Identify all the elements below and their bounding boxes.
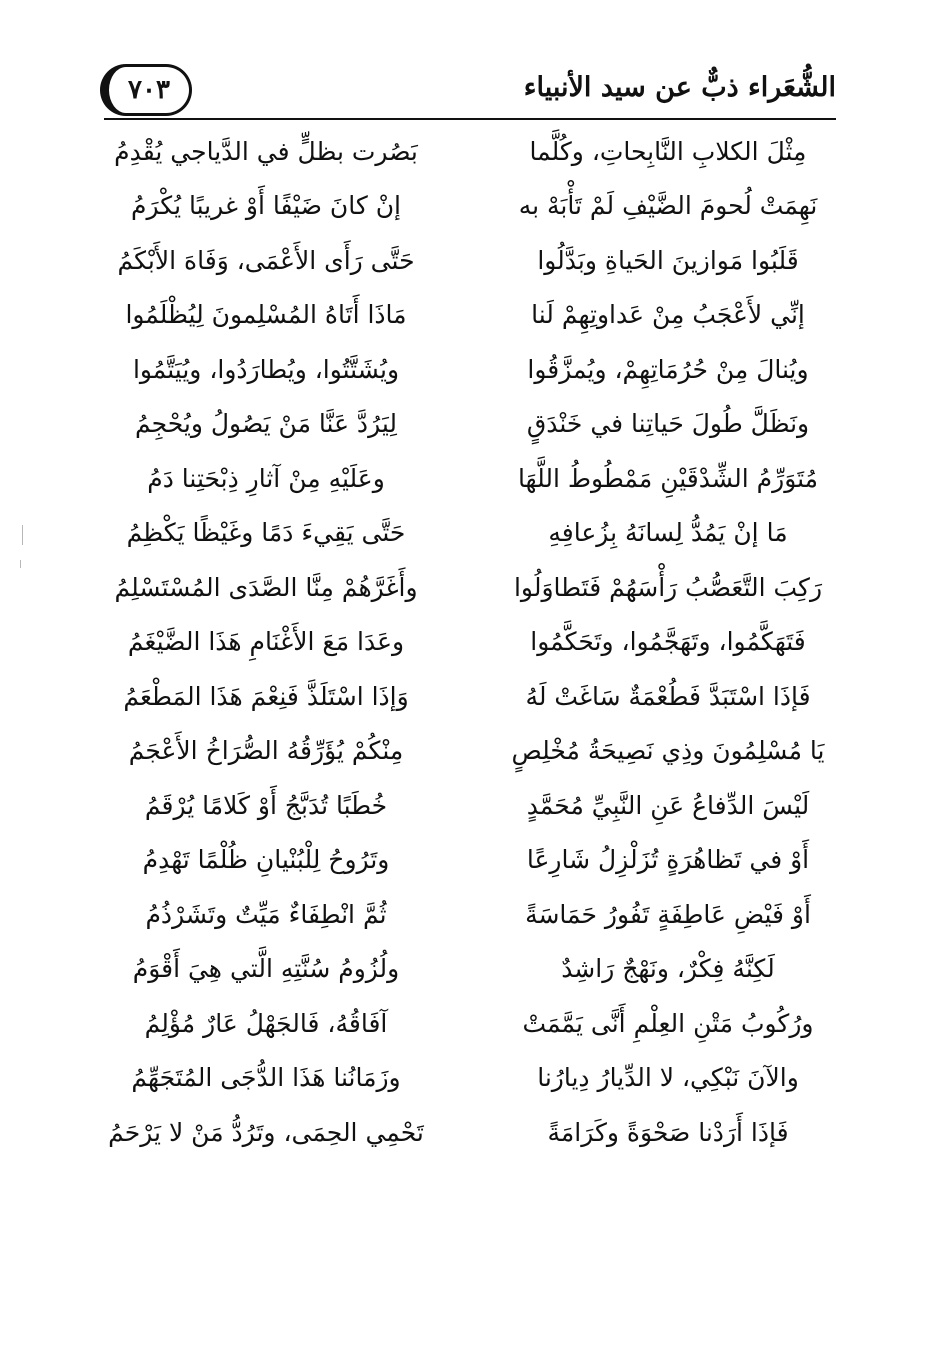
- verse-first-hemistich: ويُنالَ مِنْ حُرُمَاتِهِمْ، ويُمزَّقُوا: [527, 354, 809, 384]
- verse-first-hemistich: فَإذَا اسْتَبَدَّ فَطُعْمَةٌ سَاغَتْ لَهُ: [525, 681, 811, 711]
- verse-first-hemistich: فَتَهَكَّمُوا، وتَهَجَّمُوا، وتَحَكَّمُوا: [530, 627, 806, 657]
- verse-first-hemistich: قَلَبُوا مَوازينَ الحَياةِ وبَدَّلُوا: [537, 245, 799, 275]
- verse-second-hemistich: بَصُرت بظلٍّ في الدَّياجي يُقْدِمُ: [114, 136, 418, 166]
- verse-first-hemistich: يَا مُسْلِمُونَ وذِي نَصِيحَةُ مُخْلِصٍ: [511, 736, 825, 766]
- verse-first-hemistich: والآنَ نَبْكِي، لا الدِّيارُ دِيارُنا: [537, 1063, 799, 1093]
- verse-first-hemistich: ونَظَلَّ طُولَ حَياتِنا في خَنْدَقٍ: [526, 409, 810, 439]
- verse-second-hemistich: وعَلَيْهِ مِنْ آثارِ ذِبْحَتِنا دَمُ: [147, 463, 385, 493]
- verse-first-hemistich: رَكِبَ التَّعَصُّبُ رَأْسَهُمْ فَتَطاوَلُوا: [513, 572, 823, 602]
- verse-second-hemistich: وَإذَا اسْتَلَذَّ فَنِعْمَ هَذَا المَطْعَمُ: [123, 681, 409, 711]
- verse-second-hemistich: لِيَرُدَّ عَنَّا مَنْ يَصُولُ ويُحْجِمُ: [134, 409, 398, 439]
- verse-second-hemistich: آفَاقُهُ، فَالجَهْلُ عَارٌ مُؤْلِمُ: [144, 1008, 388, 1038]
- verse-first-hemistich: مَا إنْ يَمُدُّ لِسانَهُ بِزُعافِهِ: [548, 518, 788, 548]
- verse-second-hemistich: ثُمَّ انْطِفَاءٌ مَيِّتٌ وتَشَرْذُمُ: [145, 899, 387, 929]
- verse-first-hemistich: لَيْسَ الدِّفاعُ عَنِ النَّبِيِّ مُحَمَّدٍ: [526, 790, 810, 820]
- verse-second-hemistich: وتَرُوحُ لِلْبُنْيانِ ظُلْمًا تَهْدِمُ: [142, 845, 390, 875]
- verse-first-hemistich: مُتَوَرِّمُ الشِّدْقَيْنِ مَمْطُوطُ اللَّهَا: [517, 463, 819, 493]
- page-number-badge: [100, 64, 192, 116]
- verse-second-hemistich: ولُزُومُ سُنَّتِهِ الَّتي هِيَ أَقْوَمُ: [132, 954, 400, 984]
- verse-first-hemistich: أَوْ في تَظاهُرَةٍ تُزَلْزِلُ شَارِعًا: [526, 845, 810, 875]
- verse-first-hemistich: فَإذَا أَرَدْنا صَحْوَةً وكَرَامَةً: [547, 1117, 789, 1147]
- verse-first-hemistich: نَهِمَتْ لُحومَ الضَّيْفِ لَمْ تَأْبَهْ به: [518, 191, 818, 221]
- verse-second-hemistich: وزَمَانُنا هَذَا الدُّجَى المُتَجَهِّمُ: [131, 1063, 401, 1093]
- verse-first-hemistich: إنِّي لأَعْجَبُ مِنْ عَداوتِهِمْ لَنا: [531, 300, 805, 330]
- page-number: ٧٠٣: [128, 75, 170, 105]
- verse-second-hemistich: إنْ كانَ ضَيْفًا أَوْ غريبًا يُكْرَمُ: [131, 191, 401, 221]
- second-hemistich-column: [98, 124, 434, 1160]
- verse-second-hemistich: حَتَّى رَأَى الأَعْمَى، وَفَاهَ الأَبْكَمُ: [117, 245, 415, 275]
- verse-second-hemistich: وأَغَرَّهُمْ مِنَّا الصَّدَى المُسْتَسْلِمُ: [114, 572, 418, 602]
- verse-first-hemistich: لَكِنَّهُ فِكْرٌ، ونَهْجٌ رَاشِدٌ: [561, 954, 775, 984]
- verse-second-hemistich: تَحْمِي الحِمَى، وتَرُدُّ مَنْ لا يَرْحَمُ: [108, 1117, 424, 1147]
- verse-second-hemistich: مِنْكُمْ يُؤَرِّقُهُ الصُّرَاخُ الأَعْجَمُ: [128, 736, 404, 766]
- verse-first-hemistich: ورُكُوبُ مَتْنِ العِلْمِ أَنَّى يَمَّمَتْ: [522, 1008, 814, 1038]
- first-hemistich-column: [500, 124, 836, 1160]
- verse-second-hemistich: وعَدَا مَعَ الأَغْنَامِ هَذَا الضَّيْغَمُ: [127, 627, 405, 657]
- verse-second-hemistich: ويُشَتَّتُوا، ويُطارَدُوا، ويُيَتَّمُوا: [132, 354, 400, 384]
- verse-second-hemistich: مَاذَا أَتَاهُ المُسْلِمونَ لِيُظْلَمُوا: [125, 300, 407, 330]
- verse-second-hemistich: حَتَّى يَقِيءَ دَمًا وغَيْظًا يَكْظِمُ: [126, 518, 406, 548]
- verse-first-hemistich: مِثْلَ الكلابِ النَّابِحاتِ، وكُلَّما: [529, 136, 807, 166]
- header-rule: [104, 118, 836, 120]
- running-title: الشُّعَراء ذبٌّ عن سيد الأنبياء: [523, 72, 836, 103]
- verse-second-hemistich: خُطَبًا تُدَبَّجُ أَوْ كَلامًا يُرْقَمُ: [144, 790, 388, 820]
- margin-mark: [20, 560, 21, 568]
- verse-first-hemistich: أَوْ فَيْضِ عَاطِفَةٍ تَفُورُ حَمَاسَةً: [525, 899, 811, 929]
- margin-mark: [22, 525, 23, 545]
